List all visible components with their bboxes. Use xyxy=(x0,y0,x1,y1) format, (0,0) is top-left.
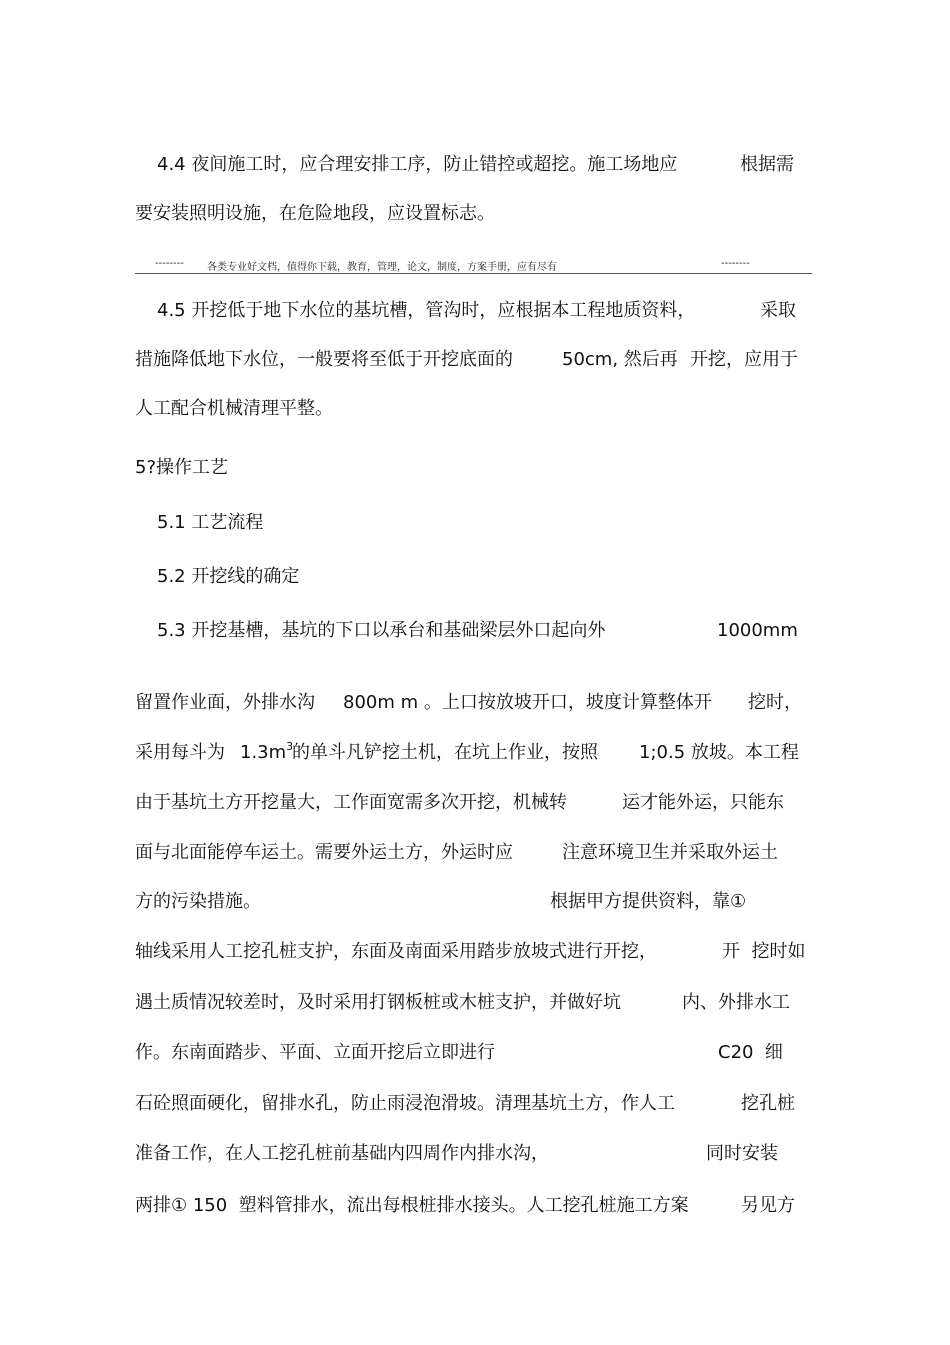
superscript: 3 xyxy=(286,740,294,753)
text-line: 措施降低地下水位，一般要将至低于开挖底面的 xyxy=(135,349,513,370)
text-line: 方的污染措施。 xyxy=(135,891,261,912)
text-line: 800m m 。上口按放坡开口，坡度计算整体开 xyxy=(343,692,712,713)
text-line: 准备工作，在人工挖孔桩前基础内四周作内排水沟， xyxy=(135,1143,549,1164)
text-line: 运才能外运，只能东 xyxy=(622,792,784,813)
text-line: 两排① 150 塑料管排水，流出每根桩排水接头。人工挖孔桩施工方案 xyxy=(135,1195,689,1216)
text-line: 开 挖时如 xyxy=(722,941,806,962)
text-line: 采取 xyxy=(760,300,796,321)
text-line: 根据甲方提供资料，靠① xyxy=(550,891,747,912)
text-line: 轴线采用人工挖孔桩支护，东面及南面采用踏步放坡式进行开挖， xyxy=(135,941,657,962)
text-line: 的单斗凡铲挖土机，在坑上作业，按照 xyxy=(292,742,598,763)
section-heading: 5?操作工艺 xyxy=(135,457,229,478)
text-line: 另见方 xyxy=(741,1195,795,1216)
text-line: 石砼照面硬化，留排水孔，防止雨浸泡滑坡。清理基坑土方，作人工 xyxy=(135,1093,675,1114)
text-line: 挖时， xyxy=(748,692,802,713)
text-line: 遇土质情况较差时，及时采用打钢板桩或木桩支护，并做好坑 xyxy=(135,992,621,1013)
volume-value: 1.3m xyxy=(240,742,287,763)
text-line: 开挖，应用于 xyxy=(690,349,798,370)
text-line: 采用每斗为 xyxy=(135,742,225,763)
text-line: 要安装照明设施，在危险地段，应设置标志。 xyxy=(135,203,495,224)
text-line: 1;0.5 放坡。本工程 xyxy=(639,742,799,763)
text-line: 留置作业面，外排水沟 xyxy=(135,692,315,713)
text-line: 由于基坑土方开挖量大，工作面宽需多次开挖，机械转 xyxy=(135,792,567,813)
text-line: 4.4 夜间施工时，应合理安排工序，防止错控或超挖。施工场地应 xyxy=(157,154,678,175)
text-line: 挖孔桩 xyxy=(741,1093,795,1114)
subsection-heading: 5.2 开挖线的确定 xyxy=(157,566,300,587)
header-banner xyxy=(135,255,812,274)
text-line: 同时安装 xyxy=(706,1143,778,1164)
banner-left: -------- xyxy=(155,258,184,269)
text-line: 注意环境卫生并采取外运土 xyxy=(562,842,778,863)
text-line xyxy=(240,741,293,767)
text-line: 根据需 xyxy=(740,154,794,175)
text-line: 作。东南面踏步、平面、立面开挖后立即进行 xyxy=(135,1042,495,1063)
text-line: 50cm, 然后再 xyxy=(562,349,678,370)
text-line: 内、外排水工 xyxy=(682,992,790,1013)
text-line: 5.3 开挖基槽，基坑的下口以承台和基础梁层外口起向外 xyxy=(157,620,606,641)
subsection-heading: 5.1 工艺流程 xyxy=(157,512,264,533)
banner-text: 各类专业好文档，值得你下载，教育，管理，论文，制度，方案手册，应有尽有 xyxy=(207,262,557,273)
text-line: 人工配合机械清理平整。 xyxy=(135,398,333,419)
text-line: 4.5 开挖低于地下水位的基坑槽，管沟时，应根据本工程地质资料， xyxy=(157,300,696,321)
text-line: 1000mm xyxy=(717,620,798,641)
text-line: 面与北面能停车运土。需要外运土方，外运时应 xyxy=(135,842,513,863)
text-line: C20 细 xyxy=(718,1042,783,1063)
banner-right: -------- xyxy=(721,258,750,269)
